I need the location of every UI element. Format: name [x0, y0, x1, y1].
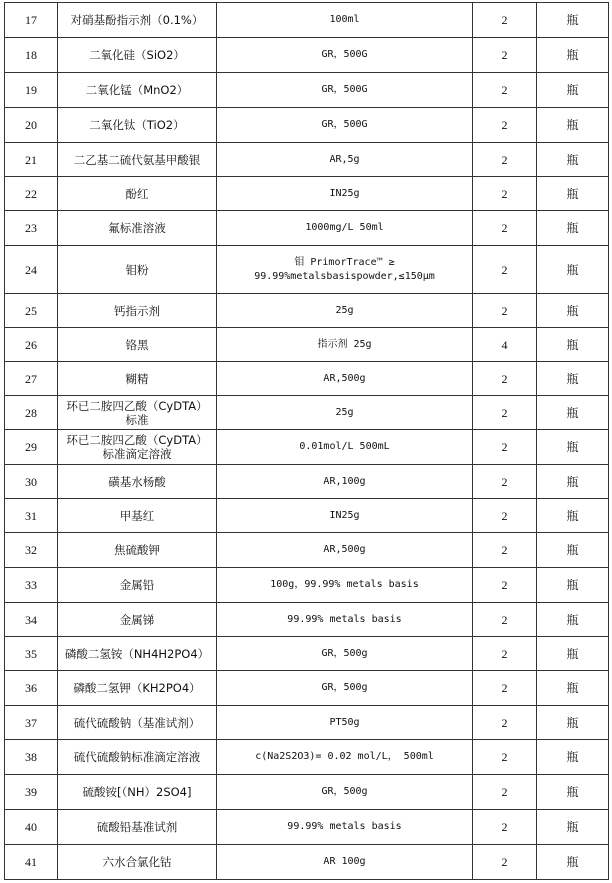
- unit-cell: 瓶: [537, 465, 609, 499]
- specification-cell: [217, 775, 473, 810]
- table-row: [5, 396, 609, 430]
- row-number-cell: 25: [5, 294, 58, 328]
- table-row: [5, 328, 609, 362]
- quantity-cell: 2: [473, 430, 537, 465]
- table-row: [5, 211, 609, 246]
- row-number-cell: 18: [5, 38, 58, 73]
- reagent-name-line: 钼粉: [125, 262, 149, 277]
- reagent-name-line: 二氧化钛（TiO2）: [89, 118, 185, 132]
- reagent-name-cell: [58, 328, 217, 362]
- specification-cell: [217, 671, 473, 706]
- unit-cell: 瓶: [537, 396, 609, 430]
- specification-line: AR,500g: [323, 544, 366, 555]
- specification-line: c(Na2S2O3)= 0.02 mol/L， 500ml: [255, 751, 434, 762]
- unit-cell: 瓶: [537, 73, 609, 108]
- reagent-name-cell: [58, 430, 217, 465]
- unit-cell: 瓶: [537, 430, 609, 465]
- table-row: [5, 430, 609, 465]
- reagent-name-line: 标准: [125, 412, 149, 427]
- row-number-cell: 21: [5, 143, 58, 177]
- unit-cell: 瓶: [537, 603, 609, 637]
- table-row: [5, 671, 609, 706]
- reagent-name-line: 硫代硫酸钠（基准试剂）: [73, 715, 201, 730]
- table-row: [5, 246, 609, 294]
- table-row: [5, 706, 609, 740]
- table-row: [5, 845, 609, 880]
- reagent-name-cell: [58, 637, 217, 671]
- specification-cell: [217, 362, 473, 396]
- quantity-cell: 2: [473, 637, 537, 671]
- reagent-name-cell: [58, 177, 217, 211]
- specification-cell: [217, 810, 473, 845]
- reagent-name-line: 二乙基二硫代氨基甲酸银: [73, 152, 201, 167]
- specification-line: 99.99% metals basis: [287, 821, 402, 832]
- quantity-cell: 2: [473, 396, 537, 430]
- quantity-cell: 4: [473, 328, 537, 362]
- reagent-name-cell: [58, 533, 217, 568]
- reagent-name-cell: [58, 294, 217, 328]
- row-number-cell: 19: [5, 73, 58, 108]
- unit-cell: 瓶: [537, 568, 609, 603]
- table-row: [5, 143, 609, 177]
- reagent-name-cell: [58, 499, 217, 533]
- quantity-cell: 2: [473, 246, 537, 294]
- reagent-name-cell: [58, 396, 217, 430]
- specification-line: AR,500g: [323, 372, 366, 384]
- specification-line: 指示剂 25g: [317, 338, 372, 350]
- quantity-cell: 2: [473, 294, 537, 328]
- specification-line: PT50g: [329, 716, 360, 728]
- quantity-cell: 2: [473, 73, 537, 108]
- specification-cell: [217, 177, 473, 211]
- reagent-name-line: 硫酸铅基准试剂: [96, 820, 178, 834]
- row-number-cell: 38: [5, 740, 58, 775]
- specification-line: GR，500G: [321, 119, 368, 130]
- specification-cell: [217, 603, 473, 637]
- row-number-cell: 27: [5, 362, 58, 396]
- specification-cell: [217, 3, 473, 38]
- specification-line: GR，500g: [321, 647, 368, 659]
- reagent-name-line: 二氧化锰（MnO2）: [85, 83, 189, 97]
- table-row: [5, 294, 609, 328]
- specification-line: 99.99%metalsbasispowder,≤150μm: [254, 270, 435, 282]
- table-row: [5, 499, 609, 533]
- quantity-cell: 2: [473, 465, 537, 499]
- specification-cell: [217, 533, 473, 568]
- reagent-name-cell: [58, 108, 217, 143]
- quantity-cell: 2: [473, 499, 537, 533]
- reagent-name-cell: [58, 465, 217, 499]
- reagent-name-line: 铬黑: [125, 337, 149, 352]
- unit-cell: 瓶: [537, 706, 609, 740]
- reagent-name-line: 环已二胺四乙酸（CyDTA）: [66, 398, 208, 413]
- quantity-cell: 2: [473, 211, 537, 246]
- specification-line: IN25g: [329, 187, 360, 199]
- reagent-name-cell: [58, 568, 217, 603]
- specification-line: GR，500G: [321, 49, 368, 60]
- reagent-name-line: 酚红: [125, 186, 149, 201]
- reagent-name-line: 焦硫酸钾: [114, 543, 160, 557]
- specification-line: 0.01mol/L 500mL: [299, 441, 390, 452]
- table-row: [5, 533, 609, 568]
- specification-line: 25g: [335, 406, 354, 418]
- table-row: [5, 362, 609, 396]
- reagent-name-cell: [58, 706, 217, 740]
- unit-cell: 瓶: [537, 810, 609, 845]
- table-row: [5, 740, 609, 775]
- unit-cell: 瓶: [537, 328, 609, 362]
- table-row: [5, 810, 609, 845]
- quantity-cell: 2: [473, 706, 537, 740]
- quantity-cell: 2: [473, 671, 537, 706]
- table-row: [5, 775, 609, 810]
- unit-cell: 瓶: [537, 637, 609, 671]
- row-number-cell: 28: [5, 396, 58, 430]
- reagent-name-line: 糊精: [125, 371, 149, 386]
- specification-line: GR，500g: [321, 786, 368, 797]
- reagent-name-cell: [58, 143, 217, 177]
- specification-line: IN25g: [329, 509, 360, 521]
- specification-cell: [217, 430, 473, 465]
- row-number-cell: 40: [5, 810, 58, 845]
- row-number-cell: 37: [5, 706, 58, 740]
- row-number-cell: 31: [5, 499, 58, 533]
- reagent-name-line: 六水合氯化钴: [102, 855, 172, 869]
- specification-line: GR，500G: [321, 84, 368, 95]
- row-number-cell: 36: [5, 671, 58, 706]
- specification-cell: [217, 246, 473, 294]
- quantity-cell: 2: [473, 775, 537, 810]
- reagent-name-line: 甲基红: [119, 508, 155, 523]
- table-row: [5, 465, 609, 499]
- specification-cell: [217, 845, 473, 880]
- unit-cell: 瓶: [537, 108, 609, 143]
- specification-line: 99.99% metals basis: [287, 613, 402, 625]
- reagent-name-cell: [58, 3, 217, 38]
- reagent-name-line: 氟标准溶液: [108, 221, 166, 235]
- reagent-name-cell: [58, 603, 217, 637]
- quantity-cell: 2: [473, 603, 537, 637]
- row-number-cell: 26: [5, 328, 58, 362]
- specification-line: 100ml: [329, 14, 360, 25]
- unit-cell: 瓶: [537, 671, 609, 706]
- reagent-name-line: 金属铅: [119, 578, 155, 592]
- quantity-cell: 2: [473, 177, 537, 211]
- unit-cell: 瓶: [537, 294, 609, 328]
- row-number-cell: 34: [5, 603, 58, 637]
- specification-line: AR,5g: [329, 153, 360, 165]
- reagent-name-line: 标准滴定溶液: [102, 447, 172, 461]
- row-number-cell: 41: [5, 845, 58, 880]
- quantity-cell: 2: [473, 533, 537, 568]
- specification-cell: [217, 637, 473, 671]
- specification-cell: [217, 108, 473, 143]
- specification-cell: [217, 143, 473, 177]
- row-number-cell: 23: [5, 211, 58, 246]
- table-row: [5, 568, 609, 603]
- reagent-name-cell: [58, 740, 217, 775]
- unit-cell: 瓶: [537, 362, 609, 396]
- specification-cell: [217, 294, 473, 328]
- reagent-name-line: 硫酸铵[（NH）2SO4]: [82, 785, 192, 799]
- table-row: [5, 108, 609, 143]
- reagent-name-cell: [58, 38, 217, 73]
- unit-cell: 瓶: [537, 246, 609, 294]
- specification-cell: [217, 396, 473, 430]
- specification-line: 25g: [335, 304, 354, 316]
- row-number-cell: 20: [5, 108, 58, 143]
- specification-line: 钼 PrimorTrace™ ≥: [294, 256, 395, 268]
- reagent-name-cell: [58, 73, 217, 108]
- specification-line: 100g，99.99% metals basis: [270, 579, 419, 590]
- specification-cell: [217, 73, 473, 108]
- reagent-name-line: 对硝基酚指示剂（0.1%）: [70, 13, 204, 27]
- reagent-name-line: 钙指示剂: [114, 303, 160, 318]
- table-row: [5, 38, 609, 73]
- quantity-cell: 2: [473, 845, 537, 880]
- specification-cell: [217, 38, 473, 73]
- reagent-name-line: 硫代硫酸钠标准滴定溶液: [73, 750, 201, 764]
- specification-line: GR，500g: [321, 682, 368, 693]
- reagent-name-line: 磺基水杨酸: [108, 474, 166, 489]
- quantity-cell: 2: [473, 38, 537, 73]
- specification-cell: [217, 465, 473, 499]
- specification-cell: [217, 568, 473, 603]
- quantity-cell: 2: [473, 362, 537, 396]
- quantity-cell: 2: [473, 740, 537, 775]
- table-row: [5, 177, 609, 211]
- specification-line: 1000mg/L 50ml: [305, 222, 384, 233]
- specification-cell: [217, 740, 473, 775]
- unit-cell: 瓶: [537, 533, 609, 568]
- reagent-name-line: 磷酸二氢铵（NH4H2PO4）: [64, 646, 210, 661]
- reagent-name-cell: [58, 845, 217, 880]
- row-number-cell: 32: [5, 533, 58, 568]
- unit-cell: 瓶: [537, 143, 609, 177]
- reagent-name-cell: [58, 246, 217, 294]
- unit-cell: 瓶: [537, 177, 609, 211]
- row-number-cell: 24: [5, 246, 58, 294]
- row-number-cell: 17: [5, 3, 58, 38]
- quantity-cell: 2: [473, 3, 537, 38]
- table-row: [5, 73, 609, 108]
- row-number-cell: 22: [5, 177, 58, 211]
- unit-cell: 瓶: [537, 775, 609, 810]
- specification-line: AR 100g: [323, 856, 366, 867]
- quantity-cell: 2: [473, 143, 537, 177]
- reagent-name-line: 环已二胺四乙酸（CyDTA）: [66, 433, 208, 447]
- specification-cell: [217, 499, 473, 533]
- unit-cell: 瓶: [537, 211, 609, 246]
- reagent-table: [4, 2, 609, 880]
- table-row: [5, 603, 609, 637]
- specification-cell: [217, 211, 473, 246]
- unit-cell: 瓶: [537, 499, 609, 533]
- unit-cell: 瓶: [537, 740, 609, 775]
- row-number-cell: 30: [5, 465, 58, 499]
- reagent-name-line: 二氧化硅（SiO2）: [89, 48, 185, 62]
- quantity-cell: 2: [473, 108, 537, 143]
- table-row: [5, 637, 609, 671]
- reagent-name-cell: [58, 775, 217, 810]
- table-row: [5, 3, 609, 38]
- specification-cell: [217, 328, 473, 362]
- reagent-name-cell: [58, 671, 217, 706]
- specification-cell: [217, 706, 473, 740]
- unit-cell: 瓶: [537, 845, 609, 880]
- reagent-name-line: 金属锑: [119, 612, 155, 627]
- reagent-table-body: [5, 3, 609, 880]
- row-number-cell: 39: [5, 775, 58, 810]
- reagent-name-cell: [58, 362, 217, 396]
- quantity-cell: 2: [473, 568, 537, 603]
- row-number-cell: 29: [5, 430, 58, 465]
- row-number-cell: 35: [5, 637, 58, 671]
- specification-line: AR,100g: [323, 475, 366, 487]
- row-number-cell: 33: [5, 568, 58, 603]
- unit-cell: 瓶: [537, 38, 609, 73]
- reagent-name-line: 磷酸二氢钾（KH2PO4）: [73, 681, 201, 695]
- reagent-name-cell: [58, 810, 217, 845]
- reagent-name-cell: [58, 211, 217, 246]
- quantity-cell: 2: [473, 810, 537, 845]
- unit-cell: 瓶: [537, 3, 609, 38]
